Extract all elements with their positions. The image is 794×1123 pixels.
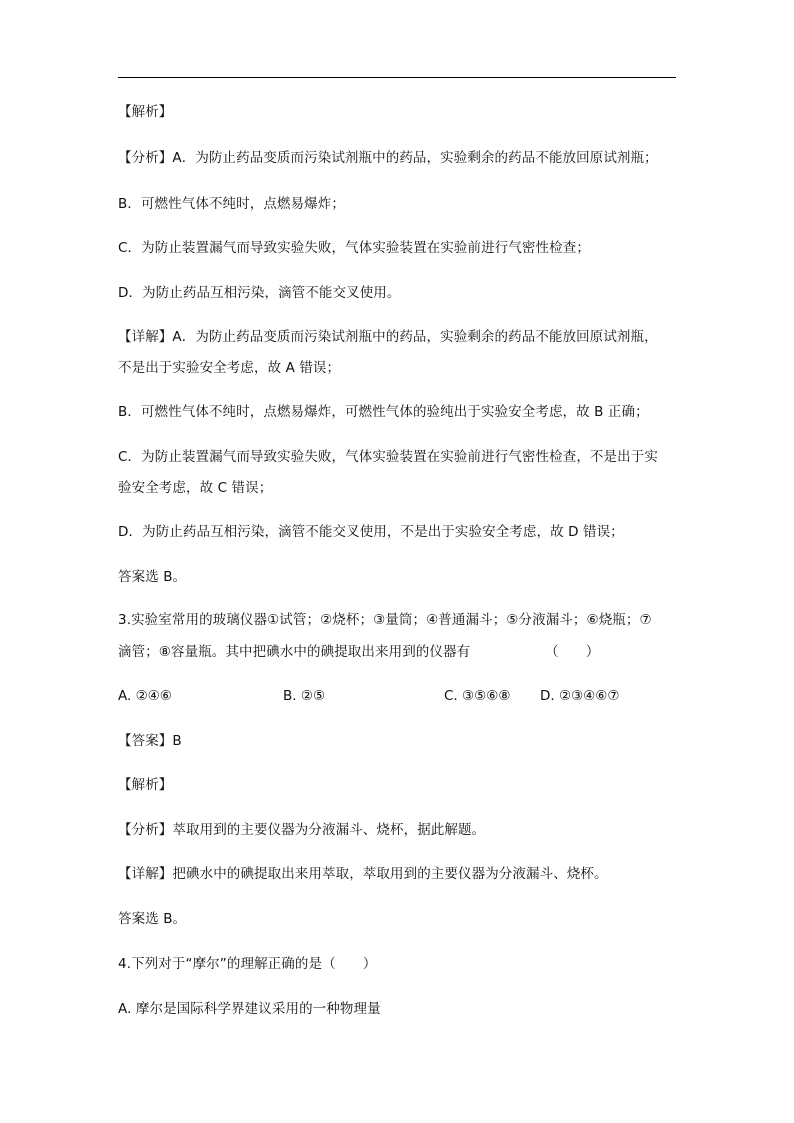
detail-point-a-line2: 不是出于实验安全考虑，故 A 错误；: [118, 360, 341, 376]
analysis-point-a: 【分析】A．为防止药品变质而污染试剂瓶中的药品，实验剩余的药品不能放回原试剂瓶；: [118, 150, 658, 166]
detail-point-c-line1: C．为防止装置漏气而导致实验失败，气体实验装置在实验前进行气密性检查，不是出于实: [118, 449, 658, 465]
question-4-option-a: A. 摩尔是国际科学界建议采用的一种物理量: [118, 1001, 381, 1017]
analysis-point-b: B．可燃性气体不纯时，点燃易爆炸；: [118, 196, 345, 212]
analysis-heading: 【解析】: [118, 104, 173, 120]
question-3-line2: 滴管；⑧容量瓶。其中把碘水中的碘提取出来用到的仪器有 （ ）: [118, 644, 600, 660]
question-3-option-d: D. ②③④⑥⑦: [540, 688, 620, 704]
question-3-option-a: A. ②④⑥: [118, 688, 172, 704]
answer-conclusion-2: 答案选 B。: [118, 911, 187, 927]
analysis-point-d: D．为防止药品互相污染，滴管不能交叉使用。: [118, 285, 401, 301]
analysis-point-2: 【分析】萃取用到的主要仪器为分液漏斗、烧杯，据此解题。: [118, 822, 486, 838]
question-3-line1: 3.实验室常用的玻璃仪器①试管；②烧杯；③量筒；④普通漏斗；⑤分液漏斗；⑥烧瓶；⑦: [118, 612, 652, 628]
analysis-heading-2: 【解析】: [118, 777, 173, 793]
detail-point-a-line1: 【详解】A．为防止药品变质而污染试剂瓶中的药品，实验剩余的药品不能放回原试剂瓶，: [118, 329, 658, 345]
question-4: 4.下列对于“摩尔”的理解正确的是（ ）: [118, 956, 377, 972]
detail-point-c-line2: 验安全考虑，故 C 错误；: [118, 480, 273, 496]
header-rule: [118, 77, 676, 78]
answer-label: 【答案】B: [118, 733, 182, 749]
question-3-option-c: C. ③⑤⑥⑧: [444, 688, 511, 704]
detail-point-d: D．为防止药品互相污染，滴管不能交叉使用，不是出于实验安全考虑，故 D 错误；: [118, 524, 624, 540]
question-3-option-b: B. ②⑤: [283, 688, 326, 704]
analysis-point-c: C．为防止装置漏气而导致实验失败，气体实验装置在实验前进行气密性检查；: [118, 240, 590, 256]
answer-conclusion: 答案选 B。: [118, 569, 187, 585]
detail-point-2: 【详解】把碘水中的碘提取出来用萃取，萃取用到的主要仪器为分液漏斗、烧杯。: [118, 866, 608, 882]
detail-point-b: B．可燃性气体不纯时，点燃易爆炸，可燃性气体的验纯出于实验安全考虑，故 B 正确；: [118, 404, 649, 420]
